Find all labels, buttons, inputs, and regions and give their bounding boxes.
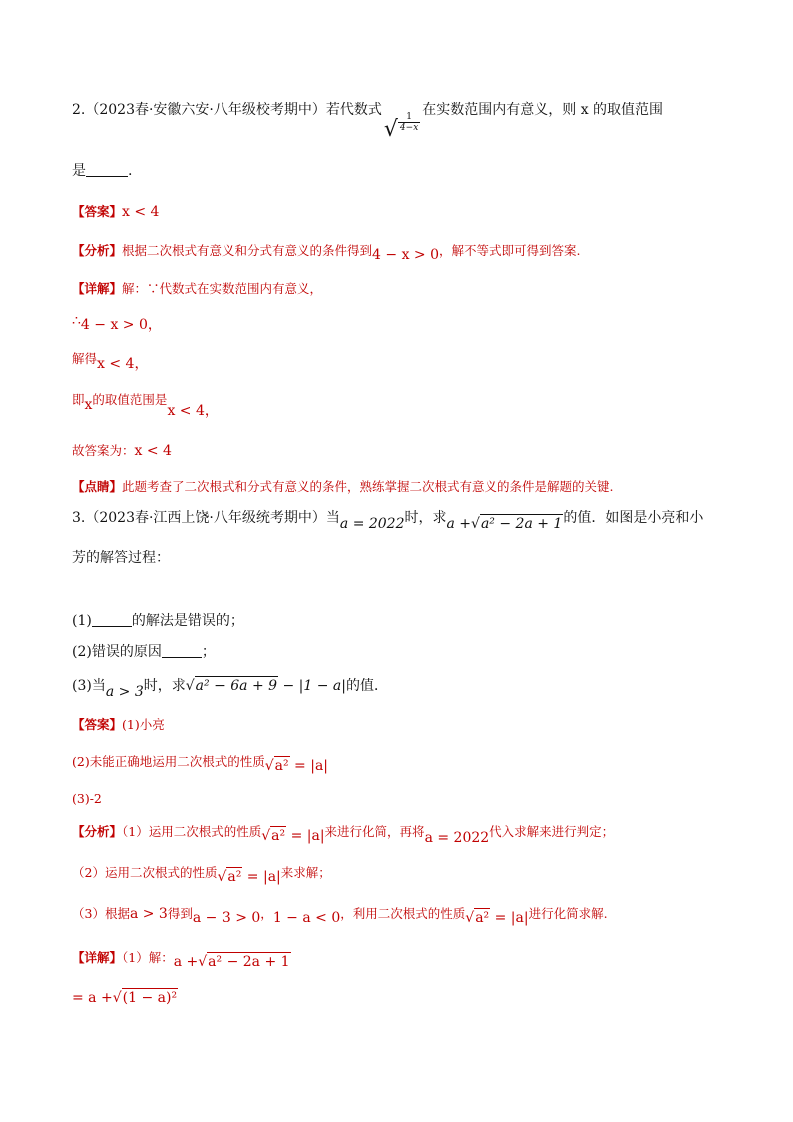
q2-detail-3-end: ，: [134, 356, 149, 372]
q2-stem-post: 在实数范围内有意义，则 x 的取值范围: [422, 102, 664, 118]
q2-stem-end: .: [128, 163, 133, 179]
q3-sub3-cond: a > 3: [105, 684, 144, 700]
q3-detail-1-radical: √a² − 2a + 1: [198, 954, 290, 970]
q3-sub3-abs: − |1 − a|: [278, 678, 346, 694]
q2-stem-line2: 是: [72, 163, 86, 179]
detail-tag: 【详解】: [72, 281, 123, 296]
q3-analysis-1-pre: （1）运用二次根式的性质: [122, 824, 262, 839]
q2-detail-4-math: x < 4: [167, 403, 205, 419]
answer-tag: 【答案】: [72, 717, 123, 732]
q3-analysis-2-rhs: = |a|: [242, 869, 281, 885]
q3-sub1: [72, 612, 244, 630]
q2-radical-num: 1: [398, 112, 420, 123]
q3-sub2-pre: (2)错误的原因: [72, 644, 162, 660]
q3-stem-expr-a: a +: [446, 516, 472, 532]
q2-answer-value: x < 4: [122, 204, 160, 220]
q3-analysis-2-radical: √a²: [217, 869, 242, 885]
q2-detail-3-text: 解得: [72, 351, 98, 366]
q3-sub1-post: 的解法是错误的；: [131, 613, 244, 629]
q3-analysis-1-mid: 来进行化简，再将: [324, 824, 425, 839]
q2-radical: √ $\frac{1}{4-x}$: [383, 112, 419, 142]
q2-detail-4-var: x: [84, 397, 93, 413]
q3-sub3-pre: (3)当: [72, 678, 106, 694]
q3-detail-2-radicand: (1 − a)²: [122, 990, 178, 1006]
q3-analysis-2-pre: （2）运用二次根式的性质: [72, 865, 218, 880]
q3-sub1-blank[interactable]: [92, 612, 132, 627]
q3-answer-3-line: [72, 790, 102, 808]
q2-detail-4-text: 即: [72, 392, 85, 407]
q3-detail-2-radical: √(1 − a)²: [112, 990, 178, 1006]
q3-detail-2: [72, 988, 178, 1007]
q3-analysis-1-post: 代入求解来进行判定；: [489, 824, 615, 839]
q2-analysis-text-end: ，解不等式即可得到答案.: [439, 243, 581, 258]
q3-sub2-post: ；: [201, 644, 216, 660]
q2-answer-blank[interactable]: [86, 162, 128, 177]
q3-answer-1: (1)小亮: [122, 717, 165, 732]
q3-analysis-2-radicand: a²: [227, 869, 242, 885]
q3-sub3-mid: 时，求: [143, 678, 186, 694]
q3-sub3-radical: √a² − 6a + 9: [185, 678, 278, 694]
q3-answer-2-line: [72, 752, 329, 774]
analysis-tag: 【分析】: [72, 243, 123, 258]
q3-analysis-3-mid2: ，利用二次根式的性质: [340, 906, 466, 921]
q2-line1: [72, 101, 663, 141]
detail-tag: 【详解】: [72, 950, 123, 965]
q3-answer-2-rhs: = |a|: [289, 758, 329, 774]
q3-stem-mid: 时，求: [404, 510, 447, 526]
answer-tag: 【答案】: [72, 204, 123, 219]
q3-detail-2-pre: = a +: [72, 990, 113, 1006]
q3-stem-cond: a = 2022: [339, 516, 405, 532]
therefore-symbol: ∴: [72, 313, 81, 329]
q3-analysis-3-cond: a > 3: [129, 906, 168, 922]
q3-answer-3: (3)-2: [72, 791, 102, 806]
q3-answer-2: (2)未能正确地运用二次根式的性质: [72, 754, 265, 769]
q3-sub1-pre: (1): [72, 613, 92, 629]
q3-analysis-3-sep: ，: [260, 906, 273, 921]
q3-stem-line2: 芳的解答过程：: [72, 550, 170, 566]
q3-analysis-1-radical: √a²: [261, 828, 286, 844]
q3-stem-pre: 3.（2023春·江西上饶·八年级统考期中）当: [72, 510, 340, 526]
q2-detail-2-math: 4 − x > 0: [80, 317, 148, 333]
q2-detail-2-end: ，: [147, 317, 162, 333]
q3-analysis-3-radical: √a²: [465, 910, 490, 926]
q3-answer-2-radicand: a²: [274, 758, 289, 774]
q3-analysis-1-rhs: = |a|: [286, 828, 325, 844]
q2-analysis: [72, 242, 581, 263]
q2-answer: [72, 203, 159, 221]
q3-analysis-3-rhs: = |a|: [490, 910, 529, 926]
analysis-tag: 【分析】: [72, 824, 123, 839]
q3-analysis-3-post: 进行化简求解.: [528, 906, 608, 921]
q3-stem-radical: √a² − 2a + 1: [471, 516, 563, 532]
q3-analysis-3-radicand: a²: [475, 910, 490, 926]
q3-analysis-3: [72, 904, 608, 926]
q3-line1: [72, 508, 704, 532]
q3-sub3-radicand: a² − 6a + 9: [195, 678, 278, 694]
q2-detail-3-math: x < 4: [97, 356, 135, 372]
q3-sub2: [72, 643, 216, 661]
q2-stem-pre: 2.（2023春·安徽六安·八年级校考期中）若代数式: [72, 102, 382, 118]
q2-comment: [72, 478, 614, 496]
q3-analysis-3-pre: （3）根据: [72, 906, 130, 921]
q3-analysis-1-math: a = 2022: [424, 830, 490, 846]
q3-answer-2-radical: √a²: [264, 758, 289, 774]
q3-detail-1-pre: （1）解：: [122, 950, 174, 965]
q2-detail-4-mid: 的取值范围是: [92, 392, 168, 407]
q3-sub3: [72, 676, 388, 700]
q3-stem-post: 的值．如图是小亮和小: [563, 510, 704, 526]
q2-analysis-math: 4 − x > 0: [372, 247, 440, 263]
q3-line2: [72, 549, 170, 567]
q2-detail-1: [72, 280, 322, 298]
q2-detail-3: [72, 351, 149, 373]
q3-detail-1: [72, 948, 291, 970]
q3-detail-1-radicand: a² − 2a + 1: [208, 954, 290, 970]
q2-detail-5-math: x < 4: [134, 443, 172, 459]
q2-detail-5-text: 故答案为：: [72, 443, 135, 458]
q3-sub2-blank[interactable]: [162, 643, 202, 658]
q2-detail-4: [72, 392, 219, 419]
q2-line2: [72, 162, 132, 180]
q2-detail-1-text: 解：∵代数式在实数范围内有意义，: [122, 281, 323, 296]
q3-analysis-3-math2: 1 − a < 0: [272, 910, 341, 926]
q2-detail-4-end: ，: [204, 403, 219, 419]
q2-comment-text: 此题考查了二次根式和分式有意义的条件，熟练掌握二次根式有意义的条件是解题的关键.: [122, 479, 614, 494]
q3-answer: [72, 716, 165, 734]
q3-analysis-1: [72, 822, 615, 846]
q3-analysis-1-radicand: a²: [271, 828, 286, 844]
q2-analysis-text: 根据二次根式有意义和分式有意义的条件得到: [122, 243, 373, 258]
q3-analysis-2: [72, 863, 331, 885]
q3-analysis-3-mid1: 得到: [167, 906, 193, 921]
comment-tag: 【点睛】: [72, 479, 123, 494]
q3-sub3-post: 的值．: [346, 678, 388, 694]
q3-detail-1-a: a +: [173, 954, 199, 970]
q3-stem-radicand: a² − 2a + 1: [480, 516, 563, 532]
q3-analysis-3-math1: a − 3 > 0: [192, 910, 261, 926]
q2-detail-2: [72, 313, 162, 334]
q2-radical-den: 4−x: [399, 123, 419, 133]
q2-detail-5: [72, 442, 172, 460]
q3-analysis-2-post: 来求解；: [280, 865, 331, 880]
